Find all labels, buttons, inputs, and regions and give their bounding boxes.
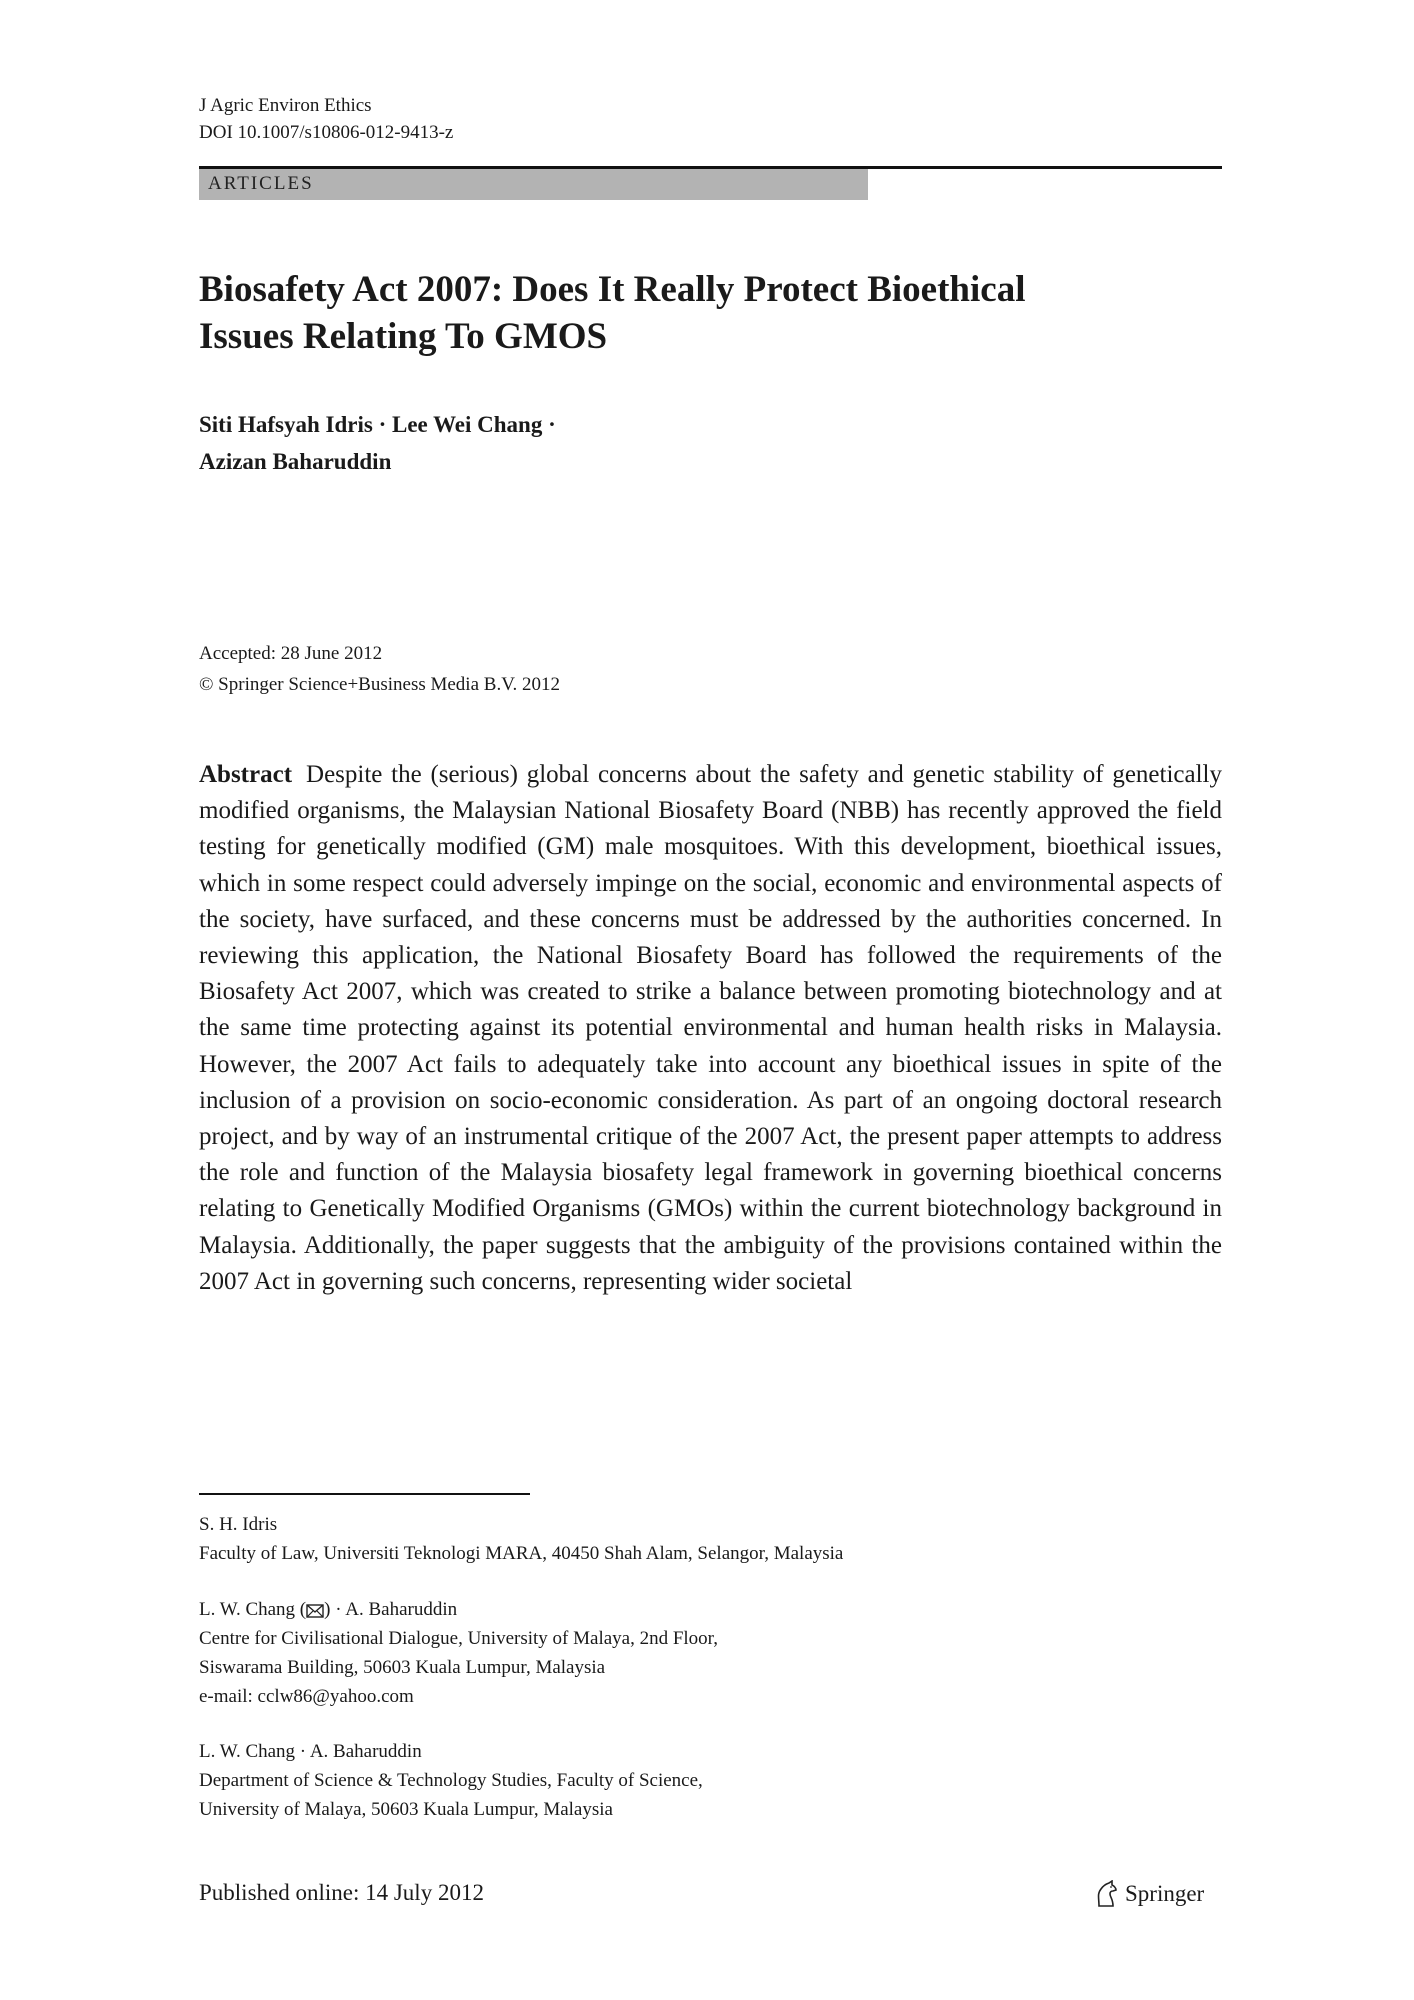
paper-title-line-1: Biosafety Act 2007: Does It Really Protect Bioethical	[199, 269, 1026, 310]
abstract	[199, 757, 1222, 1300]
affiliation-names: L. W. Chang · A. Baharuddin	[199, 1741, 422, 1762]
accepted-date: Accepted: 28 June 2012	[199, 643, 383, 664]
publisher-name: Springer	[1125, 1881, 1205, 1906]
affiliation-3	[199, 1737, 703, 1824]
paper-title-line-2: Issues Relating To GMOS	[199, 316, 608, 357]
springer-horse-icon	[1093, 1880, 1119, 1908]
journal-name: J Agric Environ Ethics	[199, 95, 372, 116]
affiliation-line: University of Malaya, 50603 Kuala Lumpur, Malaysia	[199, 1799, 613, 1820]
author-line-2: Azizan Baharuddin	[199, 449, 392, 474]
publisher-logo	[1093, 1880, 1204, 1908]
paper-title	[199, 266, 1199, 360]
footnote-rule	[199, 1493, 530, 1495]
copyright-notice: © Springer Science+Business Media B.V. 2012	[199, 674, 560, 695]
section-label: ARTICLES	[208, 173, 314, 194]
affiliation-1	[199, 1510, 843, 1568]
affiliation-line: Faculty of Law, Universiti Teknologi MARA, 40450 Shah Alam, Selangor, Malaysia	[199, 1543, 844, 1564]
affiliation-line: Centre for Civilisational Dialogue, University of Malaya, 2nd Floor,	[199, 1628, 719, 1649]
envelope-icon	[306, 1604, 324, 1618]
journal-header	[199, 92, 453, 146]
affiliation-2	[199, 1595, 718, 1711]
affiliation-names: L. W. Chang ( ) · A. Baharuddin	[199, 1599, 458, 1620]
affiliation-line: Siswarama Building, 50603 Kuala Lumpur, Malaysia	[199, 1657, 606, 1678]
affiliation-email[interactable]: e-mail: cclw86@yahoo.com	[199, 1686, 414, 1707]
publication-dates	[199, 638, 560, 700]
affiliation-line: Department of Science & Technology Studies, Faculty of Science,	[199, 1770, 703, 1791]
author-line-1: Siti Hafsyah Idris · Lee Wei Chang ·	[199, 412, 556, 437]
journal-doi: DOI 10.1007/s10806-012-9413-z	[199, 122, 454, 143]
author-list	[199, 406, 556, 480]
abstract-label: Abstract	[199, 761, 293, 788]
affiliation-names: S. H. Idris	[199, 1514, 278, 1535]
abstract-text: Despite the (serious) global concerns about the safety and genetic stability of genetically modified organisms, the Malaysian National Biosafety Board (NBB) has recently approved the field testing for genetically modified (GM) male mosquitoes. With this development, bioethical issues, which in some respect could adversely impinge on the social, economic and environmental aspects of the society, have surfaced, and these concerns must be addressed by the authorities concerned. In reviewing this application, the National Biosafety Board has followed the requirements of the Biosafety Act 2007, which was created to strike a balance between promoting biotechnology and at the same time protecting against its potential environmental and human health risks in Malaysia. However, the 2007 Act fails to adequately take into account any bioethical issues in spite of the inclusion of a provision on socio-economic consideration. As part of an ongoing doctoral research project, and by way of an instrumental critique of the 2007 Act, the present paper attempts to address the role and function of the Malaysia biosafety legal framework in governing bioethical concerns relating to Genetically Modified Organisms (GMOs) within the current biotechnology background in Malaysia. Additionally, the paper suggests that the ambiguity of the provisions contained within the 2007 Act in governing such concerns, representing wider societal	[199, 761, 1222, 1295]
published-online-date: Published online: 14 July 2012	[199, 1880, 484, 1905]
